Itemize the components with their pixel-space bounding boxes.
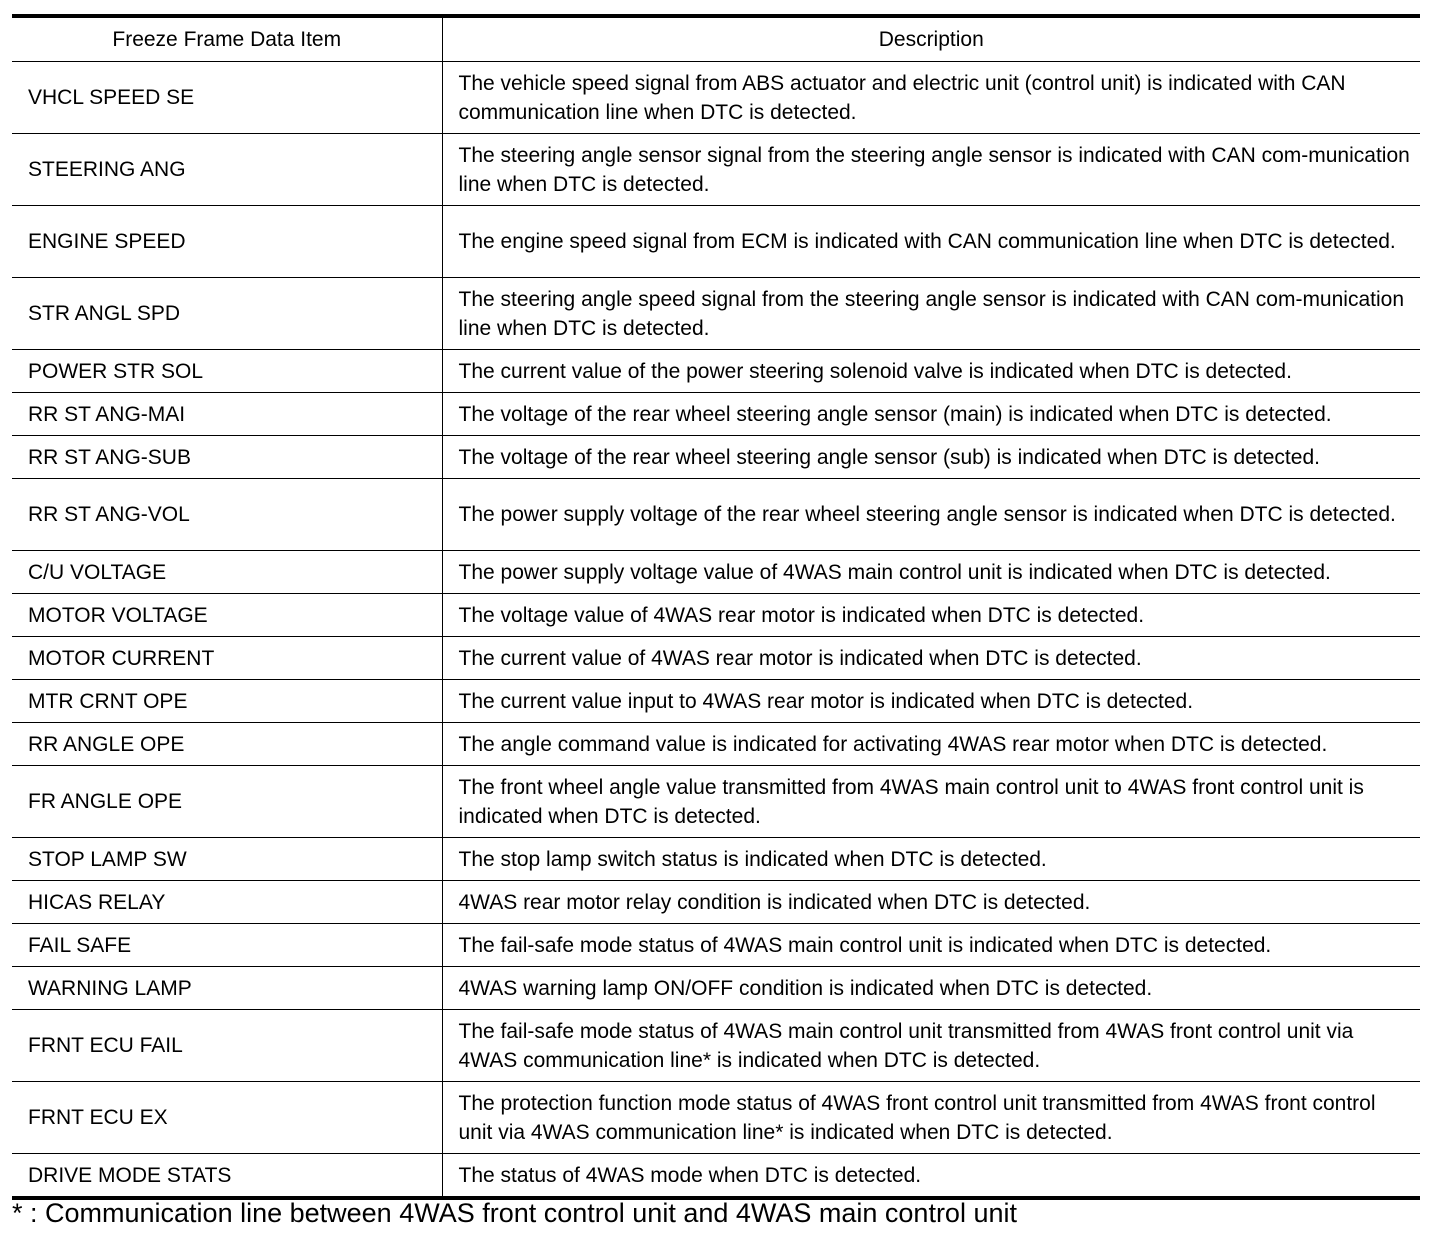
description-cell: The engine speed signal from ECM is indicated with CAN communication line when DTC is detected. xyxy=(442,206,1420,278)
item-cell: MOTOR CURRENT xyxy=(12,637,442,680)
description-cell: The stop lamp switch status is indicated when DTC is detected. xyxy=(442,838,1420,881)
table-row xyxy=(12,479,1420,551)
header-freeze-frame-data-item: Freeze Frame Data Item xyxy=(12,16,442,62)
table-row xyxy=(12,436,1420,479)
item-cell: ENGINE SPEED xyxy=(12,206,442,278)
table-row xyxy=(12,924,1420,967)
item-cell: FR ANGLE OPE xyxy=(12,766,442,838)
description-cell: The status of 4WAS mode when DTC is detected. xyxy=(442,1154,1420,1199)
table-row xyxy=(12,637,1420,680)
table-header-row xyxy=(12,16,1420,62)
item-cell: C/U VOLTAGE xyxy=(12,551,442,594)
item-cell: RR ST ANG-MAI xyxy=(12,393,442,436)
item-cell: FAIL SAFE xyxy=(12,924,442,967)
item-cell: HICAS RELAY xyxy=(12,881,442,924)
table-row xyxy=(12,1082,1420,1154)
item-cell: WARNING LAMP xyxy=(12,967,442,1010)
item-cell: RR ST ANG-VOL xyxy=(12,479,442,551)
item-cell: RR ANGLE OPE xyxy=(12,723,442,766)
description-cell: 4WAS warning lamp ON/OFF condition is indicated when DTC is detected. xyxy=(442,967,1420,1010)
description-cell: The voltage value of 4WAS rear motor is indicated when DTC is detected. xyxy=(442,594,1420,637)
table-row xyxy=(12,594,1420,637)
table-row xyxy=(12,206,1420,278)
item-cell: DRIVE MODE STATS xyxy=(12,1154,442,1199)
description-cell: The current value input to 4WAS rear motor is indicated when DTC is detected. xyxy=(442,680,1420,723)
item-cell: RR ST ANG-SUB xyxy=(12,436,442,479)
description-cell: The voltage of the rear wheel steering angle sensor (sub) is indicated when DTC is detected. xyxy=(442,436,1420,479)
table-row xyxy=(12,350,1420,393)
item-cell: FRNT ECU EX xyxy=(12,1082,442,1154)
description-cell: The protection function mode status of 4WAS front control unit transmitted from 4WAS front control unit via 4WAS communication line* is indicated when DTC is detected. xyxy=(442,1082,1420,1154)
item-cell: MOTOR VOLTAGE xyxy=(12,594,442,637)
table-row xyxy=(12,967,1420,1010)
item-cell: STR ANGL SPD xyxy=(12,278,442,350)
description-cell: The power supply voltage value of 4WAS main control unit is indicated when DTC is detected. xyxy=(442,551,1420,594)
item-cell: VHCL SPEED SE xyxy=(12,62,442,134)
description-cell: The steering angle speed signal from the steering angle sensor is indicated with CAN com-munication line when DTC is detected. xyxy=(442,278,1420,350)
description-cell: The voltage of the rear wheel steering angle sensor (main) is indicated when DTC is detected. xyxy=(442,393,1420,436)
table-row xyxy=(12,278,1420,350)
description-cell: The steering angle sensor signal from the steering angle sensor is indicated with CAN com-munication line when DTC is detected. xyxy=(442,134,1420,206)
item-cell: STEERING ANG xyxy=(12,134,442,206)
table-row xyxy=(12,393,1420,436)
description-cell: The current value of 4WAS rear motor is indicated when DTC is detected. xyxy=(442,637,1420,680)
table-row xyxy=(12,1154,1420,1199)
description-cell: The fail-safe mode status of 4WAS main control unit is indicated when DTC is detected. xyxy=(442,924,1420,967)
freeze-frame-table-container xyxy=(12,14,1420,1200)
table-row xyxy=(12,838,1420,881)
communication-line-footnote: * : Communication line between 4WAS front control unit and 4WAS main control unit xyxy=(12,1198,1017,1228)
description-cell: 4WAS rear motor relay condition is indicated when DTC is detected. xyxy=(442,881,1420,924)
table-row xyxy=(12,766,1420,838)
description-cell: The angle command value is indicated for activating 4WAS rear motor when DTC is detected. xyxy=(442,723,1420,766)
description-cell: The power supply voltage of the rear wheel steering angle sensor is indicated when DTC is detected. xyxy=(442,479,1420,551)
header-description: Description xyxy=(442,16,1420,62)
description-cell: The vehicle speed signal from ABS actuator and electric unit (control unit) is indicated with CAN communication line when DTC is detected. xyxy=(442,62,1420,134)
freeze-frame-data-table xyxy=(12,14,1420,1200)
description-cell: The current value of the power steering solenoid valve is indicated when DTC is detected. xyxy=(442,350,1420,393)
description-cell: The front wheel angle value transmitted from 4WAS main control unit to 4WAS front control unit is indicated when DTC is detected. xyxy=(442,766,1420,838)
item-cell: MTR CRNT OPE xyxy=(12,680,442,723)
table-row xyxy=(12,881,1420,924)
table-row xyxy=(12,1010,1420,1082)
table-row xyxy=(12,551,1420,594)
table-row xyxy=(12,62,1420,134)
description-cell: The fail-safe mode status of 4WAS main control unit transmitted from 4WAS front control unit via 4WAS communication line* is indicated when DTC is detected. xyxy=(442,1010,1420,1082)
item-cell: FRNT ECU FAIL xyxy=(12,1010,442,1082)
table-row xyxy=(12,723,1420,766)
item-cell: POWER STR SOL xyxy=(12,350,442,393)
table-row xyxy=(12,680,1420,723)
item-cell: STOP LAMP SW xyxy=(12,838,442,881)
table-row xyxy=(12,134,1420,206)
